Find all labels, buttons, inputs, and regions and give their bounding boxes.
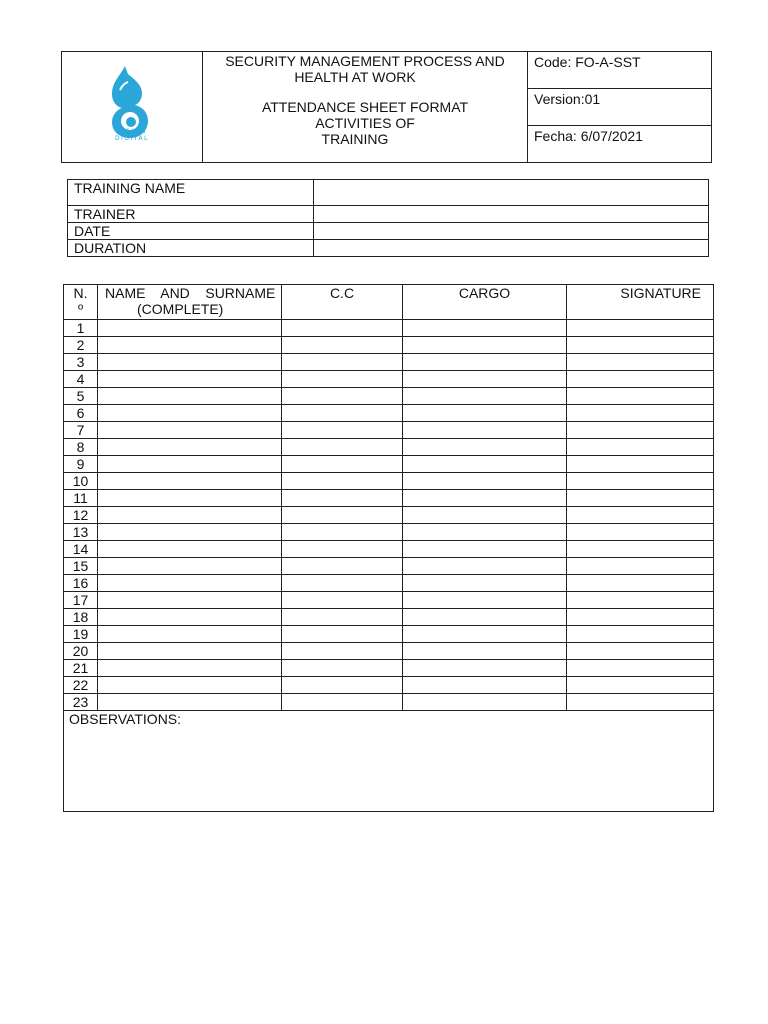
- row-name-field[interactable]: [98, 507, 282, 524]
- row-cargo-field[interactable]: [403, 422, 567, 439]
- date-label: DATE: [68, 223, 314, 240]
- row-name-field[interactable]: [98, 524, 282, 541]
- duration-field[interactable]: [314, 240, 709, 257]
- row-cargo-field[interactable]: [403, 507, 567, 524]
- attendance-row: [64, 320, 714, 337]
- attendance-row: [64, 473, 714, 490]
- row-signature-field[interactable]: [567, 541, 714, 558]
- document-header: [61, 51, 712, 163]
- row-name-field[interactable]: [98, 354, 282, 371]
- col-name-line-1: NAME AND SURNAME: [105, 285, 276, 301]
- row-number: 17: [64, 592, 98, 609]
- row-number: 1: [64, 320, 98, 337]
- attendance-row: [64, 388, 714, 405]
- row-cc-field[interactable]: [282, 643, 403, 660]
- row-number: 15: [64, 558, 98, 575]
- row-signature-field[interactable]: [567, 677, 714, 694]
- subtitle-line-3: TRAINING: [321, 131, 389, 147]
- row-cc-field[interactable]: [282, 694, 403, 711]
- row-cargo-field[interactable]: [403, 354, 567, 371]
- observations-row: [64, 711, 714, 812]
- row-cc-field[interactable]: [282, 422, 403, 439]
- row-cc-field[interactable]: [282, 439, 403, 456]
- row-name-field[interactable]: [98, 337, 282, 354]
- attendance-row: [64, 456, 714, 473]
- row-number: 8: [64, 439, 98, 456]
- attendance-row: [64, 609, 714, 626]
- vision-digital-logo: [62, 52, 202, 162]
- code-cell: Code: FO-A-SST: [528, 52, 712, 89]
- col-number-line-2: º: [77, 301, 84, 317]
- row-cc-field[interactable]: [282, 541, 403, 558]
- title-line-1: SECURITY MANAGEMENT PROCESS AND: [225, 53, 505, 69]
- col-header-cargo: CARGO: [403, 285, 567, 320]
- row-cc-field[interactable]: [282, 320, 403, 337]
- attendance-row: [64, 354, 714, 371]
- row-cargo-field[interactable]: [403, 677, 567, 694]
- duration-label: DURATION: [68, 240, 314, 257]
- row-signature-field[interactable]: [567, 405, 714, 422]
- row-cc-field[interactable]: [282, 337, 403, 354]
- row-name-field[interactable]: [98, 320, 282, 337]
- row-cargo-field[interactable]: [403, 694, 567, 711]
- logo-cell: [62, 52, 203, 163]
- row-signature-field[interactable]: [567, 609, 714, 626]
- row-signature-field[interactable]: [567, 524, 714, 541]
- attendance-row: [64, 643, 714, 660]
- trainer-label: TRAINER: [68, 206, 314, 223]
- row-cc-field[interactable]: [282, 660, 403, 677]
- training-info-table: [67, 179, 709, 257]
- row-name-field[interactable]: [98, 626, 282, 643]
- row-cc-field[interactable]: [282, 473, 403, 490]
- row-cc-field[interactable]: [282, 575, 403, 592]
- col-name-line-2: (COMPLETE): [137, 301, 224, 317]
- row-cargo-field[interactable]: [403, 626, 567, 643]
- row-name-field[interactable]: [98, 592, 282, 609]
- row-cargo-field[interactable]: [403, 558, 567, 575]
- subtitle-line-2: ACTIVITIES OF: [315, 115, 415, 131]
- row-cargo-field[interactable]: [403, 388, 567, 405]
- row-number: 2: [64, 337, 98, 354]
- row-cc-field[interactable]: [282, 609, 403, 626]
- row-number: 12: [64, 507, 98, 524]
- row-cc-field[interactable]: [282, 490, 403, 507]
- attendance-row: [64, 507, 714, 524]
- row-cargo-field[interactable]: [403, 320, 567, 337]
- attendance-row: [64, 694, 714, 711]
- row-cargo-field[interactable]: [403, 524, 567, 541]
- row-name-field[interactable]: [98, 490, 282, 507]
- row-cargo-field[interactable]: [403, 660, 567, 677]
- row-number: 20: [64, 643, 98, 660]
- row-number: 4: [64, 371, 98, 388]
- trainer-field[interactable]: [314, 206, 709, 223]
- attendance-header-row: [64, 285, 714, 320]
- row-number: 9: [64, 456, 98, 473]
- header-title-cell: [203, 52, 528, 163]
- row-cc-field[interactable]: [282, 592, 403, 609]
- row-number: 23: [64, 694, 98, 711]
- observations-cell[interactable]: [64, 711, 714, 812]
- row-signature-field[interactable]: [567, 388, 714, 405]
- row-signature-field[interactable]: [567, 490, 714, 507]
- row-cargo-field[interactable]: [403, 575, 567, 592]
- row-cc-field[interactable]: [282, 524, 403, 541]
- row-number: 16: [64, 575, 98, 592]
- row-signature-field[interactable]: [567, 439, 714, 456]
- logo-icon: [62, 52, 202, 162]
- row-cargo-field[interactable]: [403, 456, 567, 473]
- row-name-field[interactable]: [98, 422, 282, 439]
- attendance-row: [64, 541, 714, 558]
- row-cargo-field[interactable]: [403, 473, 567, 490]
- row-number: 19: [64, 626, 98, 643]
- subtitle-line-1: ATTENDANCE SHEET FORMAT: [261, 99, 469, 115]
- row-name-field[interactable]: [98, 643, 282, 660]
- col-header-cc: C.C: [282, 285, 403, 320]
- row-number: 21: [64, 660, 98, 677]
- row-name-field[interactable]: [98, 677, 282, 694]
- row-cargo-field[interactable]: [403, 643, 567, 660]
- row-name-field[interactable]: [98, 541, 282, 558]
- date-field[interactable]: [314, 223, 709, 240]
- row-name-field[interactable]: [98, 456, 282, 473]
- row-cc-field[interactable]: [282, 354, 403, 371]
- training-name-label: TRAINING NAME: [68, 180, 314, 206]
- row-name-field[interactable]: [98, 405, 282, 422]
- attendance-row: [64, 405, 714, 422]
- row-cargo-field[interactable]: [403, 337, 567, 354]
- attendance-row: [64, 490, 714, 507]
- attendance-row: [64, 575, 714, 592]
- row-cargo-field[interactable]: [403, 541, 567, 558]
- row-name-field[interactable]: [98, 473, 282, 490]
- row-cc-field[interactable]: [282, 558, 403, 575]
- row-cc-field[interactable]: [282, 626, 403, 643]
- row-cc-field[interactable]: [282, 456, 403, 473]
- row-signature-field[interactable]: [567, 473, 714, 490]
- row-cargo-field[interactable]: [403, 592, 567, 609]
- row-number: 5: [64, 388, 98, 405]
- attendance-row: [64, 439, 714, 456]
- attendance-row: [64, 677, 714, 694]
- attendance-row: [64, 524, 714, 541]
- row-signature-field[interactable]: [567, 422, 714, 439]
- row-name-field[interactable]: [98, 558, 282, 575]
- row-number: 11: [64, 490, 98, 507]
- row-signature-field[interactable]: [567, 626, 714, 643]
- row-cargo-field[interactable]: [403, 609, 567, 626]
- row-name-field[interactable]: [98, 609, 282, 626]
- row-name-field[interactable]: [98, 388, 282, 405]
- attendance-row: [64, 422, 714, 439]
- row-number: 3: [64, 354, 98, 371]
- row-number: 13: [64, 524, 98, 541]
- row-number: 7: [64, 422, 98, 439]
- row-name-field[interactable]: [98, 694, 282, 711]
- row-cargo-field[interactable]: [403, 371, 567, 388]
- date-cell: Fecha: 6/07/2021: [528, 126, 712, 163]
- row-cc-field[interactable]: [282, 388, 403, 405]
- row-name-field[interactable]: [98, 439, 282, 456]
- training-name-field[interactable]: [314, 180, 709, 206]
- attendance-row: [64, 626, 714, 643]
- col-header-signature: SIGNATURE: [567, 285, 714, 320]
- row-number: 10: [64, 473, 98, 490]
- attendance-row: [64, 558, 714, 575]
- attendance-row: [64, 660, 714, 677]
- row-signature-field[interactable]: [567, 456, 714, 473]
- logo-text-vision: VISIÓN: [117, 128, 147, 135]
- attendance-table: [63, 284, 714, 812]
- row-number: 22: [64, 677, 98, 694]
- row-signature-field[interactable]: [567, 660, 714, 677]
- attendance-row: [64, 592, 714, 609]
- row-cargo-field[interactable]: [403, 405, 567, 422]
- row-signature-field[interactable]: [567, 507, 714, 524]
- row-signature-field[interactable]: [567, 643, 714, 660]
- row-number: 6: [64, 405, 98, 422]
- row-signature-field[interactable]: [567, 371, 714, 388]
- row-cc-field[interactable]: [282, 507, 403, 524]
- row-cargo-field[interactable]: [403, 439, 567, 456]
- attendance-row: [64, 337, 714, 354]
- row-signature-field[interactable]: [567, 320, 714, 337]
- row-signature-field[interactable]: [567, 592, 714, 609]
- row-name-field[interactable]: [98, 575, 282, 592]
- col-header-number: [64, 285, 98, 320]
- row-name-field[interactable]: [98, 660, 282, 677]
- attendance-rows: [64, 320, 714, 711]
- col-number-line-1: N.: [73, 285, 88, 301]
- row-signature-field[interactable]: [567, 558, 714, 575]
- row-signature-field[interactable]: [567, 694, 714, 711]
- row-signature-field[interactable]: [567, 354, 714, 371]
- row-cc-field[interactable]: [282, 677, 403, 694]
- version-cell: Version:01: [528, 89, 712, 126]
- row-number: 18: [64, 609, 98, 626]
- row-name-field[interactable]: [98, 371, 282, 388]
- logo-text-digital: DIGITAL: [115, 135, 149, 142]
- row-number: 14: [64, 541, 98, 558]
- attendance-row: [64, 371, 714, 388]
- row-cc-field[interactable]: [282, 405, 403, 422]
- row-cc-field[interactable]: [282, 371, 403, 388]
- col-header-name: [98, 285, 282, 320]
- observations-label: OBSERVATIONS:: [69, 711, 182, 727]
- row-cargo-field[interactable]: [403, 490, 567, 507]
- row-signature-field[interactable]: [567, 575, 714, 592]
- row-signature-field[interactable]: [567, 337, 714, 354]
- title-line-2: HEALTH AT WORK: [294, 69, 416, 85]
